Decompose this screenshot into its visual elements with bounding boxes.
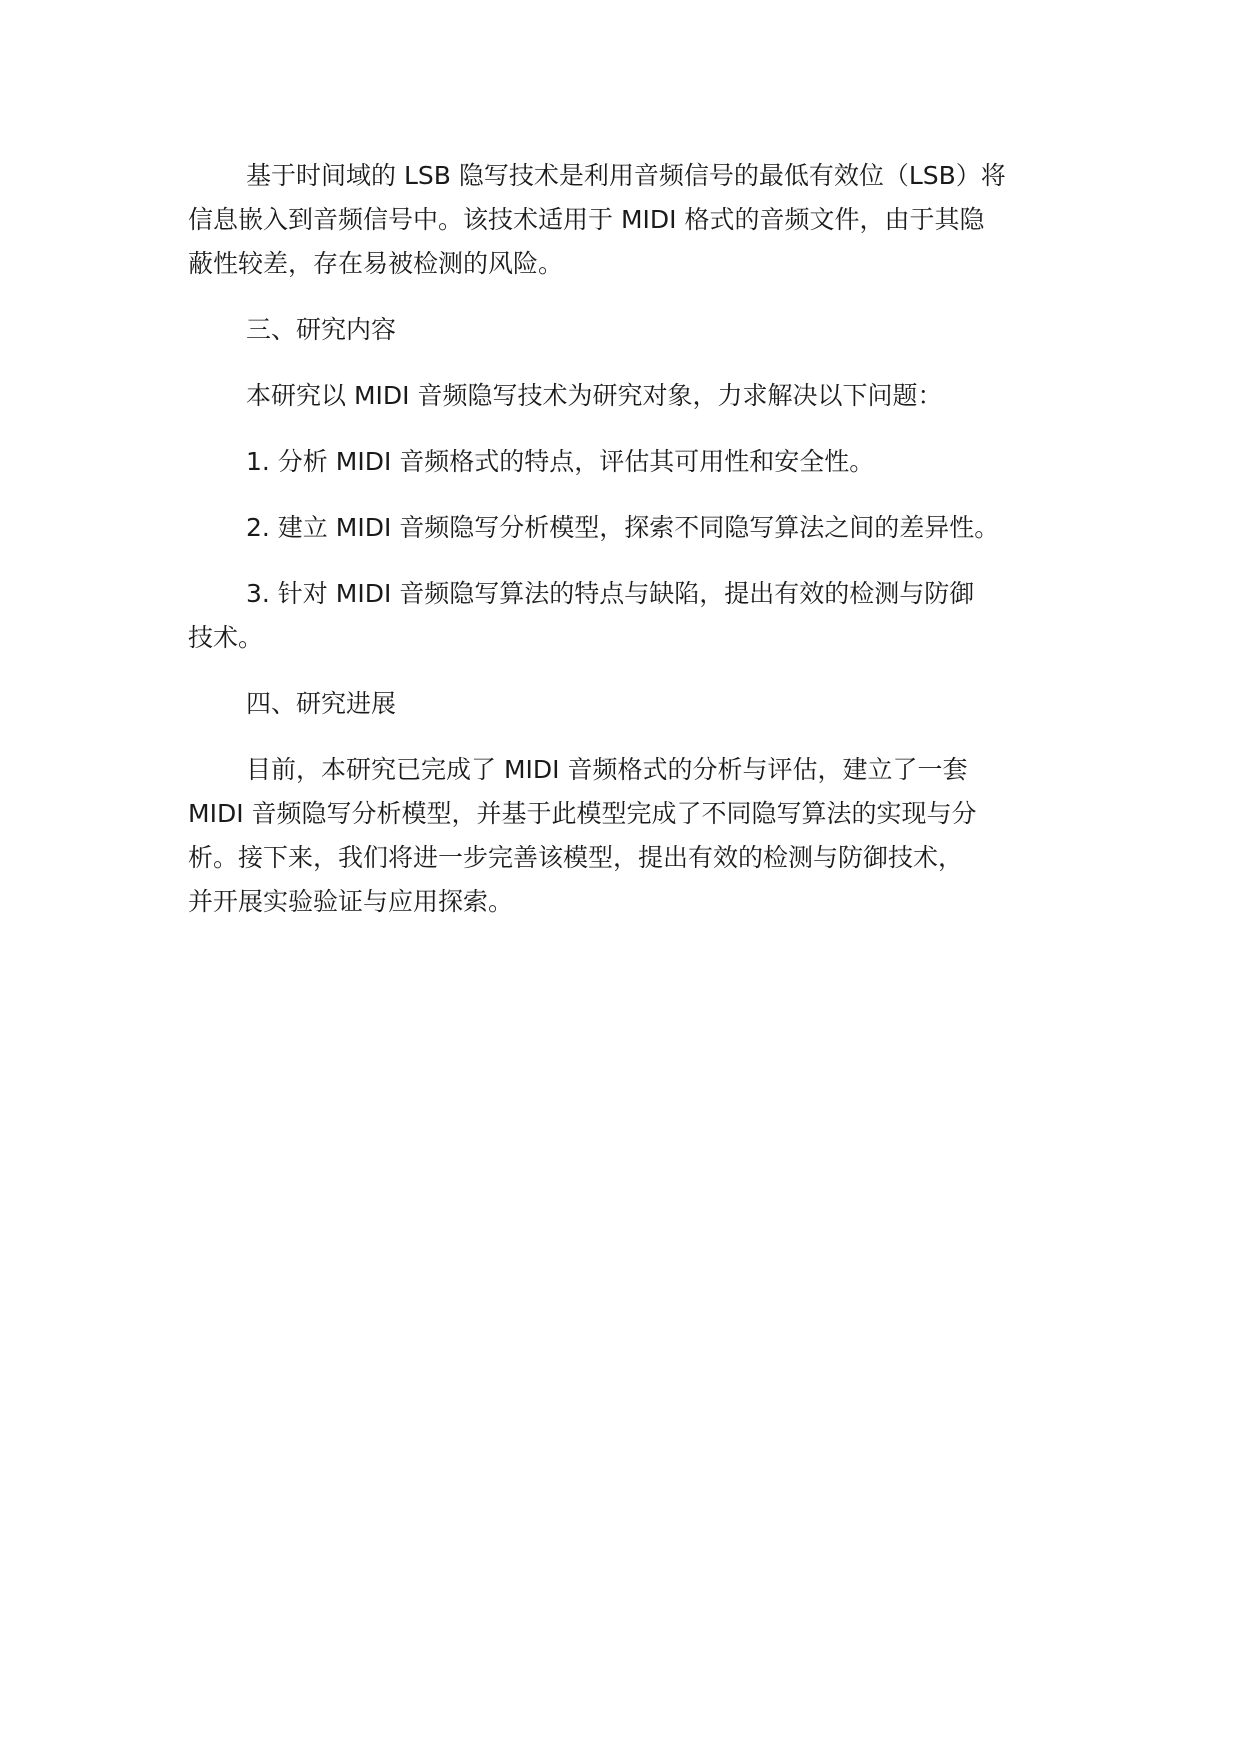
list-item-3 bbox=[188, 572, 1068, 660]
list-item-1 bbox=[188, 440, 1068, 484]
text-line: 1. 分析 MIDI 音频格式的特点，评估其可用性和安全性。 bbox=[246, 447, 875, 476]
paragraph-progress bbox=[188, 748, 1068, 924]
text-line: 析。接下来，我们将进一步完善该模型，提出有效的检测与防御技术， bbox=[188, 843, 964, 872]
text-line: 3. 针对 MIDI 音频隐写算法的特点与缺陷，提出有效的检测与防御 bbox=[246, 579, 975, 608]
heading-text: 四、研究进展 bbox=[246, 689, 397, 718]
paragraph-lsb-technique bbox=[188, 154, 1068, 286]
text-line: 本研究以 MIDI 音频隐写技术为研究对象，力求解决以下问题： bbox=[246, 381, 943, 410]
document-body bbox=[188, 154, 1068, 946]
text-line: 基于时间域的 LSB 隐写技术是利用音频信号的最低有效位（LSB）将 bbox=[246, 161, 1006, 190]
text-line: 并开展实验验证与应用探索。 bbox=[188, 887, 514, 916]
text-line: 目前，本研究已完成了 MIDI 音频格式的分析与评估，建立了一套 bbox=[246, 755, 968, 784]
text-line: 技术。 bbox=[188, 623, 264, 652]
paragraph-research-intro bbox=[188, 374, 1068, 418]
section-heading-research-content bbox=[188, 308, 1068, 352]
section-heading-research-progress bbox=[188, 682, 1068, 726]
text-line: 蔽性较差，存在易被检测的风险。 bbox=[188, 249, 564, 278]
text-line: 2. 建立 MIDI 音频隐写分析模型，探索不同隐写算法之间的差异性。 bbox=[246, 513, 1000, 542]
list-item-2 bbox=[188, 506, 1068, 550]
heading-text: 三、研究内容 bbox=[246, 315, 397, 344]
text-line: 信息嵌入到音频信号中。该技术适用于 MIDI 格式的音频文件，由于其隐 bbox=[188, 205, 985, 234]
text-line: MIDI 音频隐写分析模型，并基于此模型完成了不同隐写算法的实现与分 bbox=[188, 799, 977, 828]
